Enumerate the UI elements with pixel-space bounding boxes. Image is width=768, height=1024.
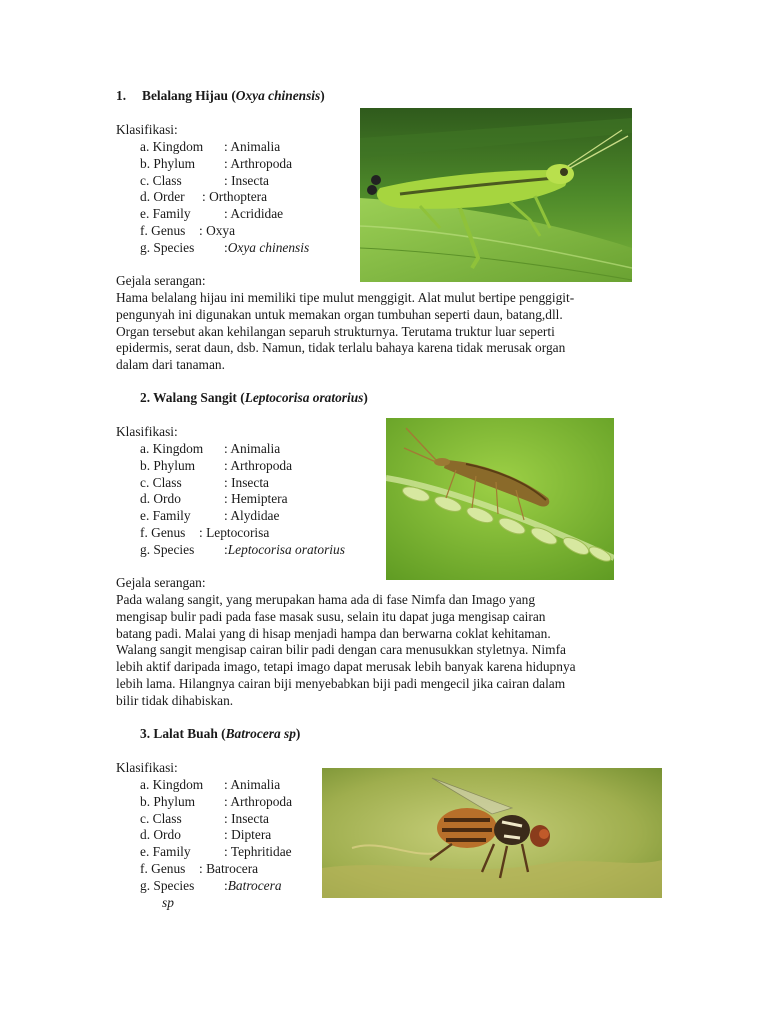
section-3-latin: Batrocera sp bbox=[225, 726, 296, 741]
classification-row: f. Genus : Oxya bbox=[140, 222, 236, 238]
section-2-klasifikasi-label: Klasifikasi: bbox=[116, 424, 178, 439]
section-1-gejala-label: Gejala serangan: bbox=[116, 273, 206, 288]
classification-row: e. Family : Tephritidae bbox=[140, 844, 292, 860]
section-2-gejala-label: Gejala serangan: bbox=[116, 575, 206, 590]
classification-row: d. Ordo : Diptera bbox=[140, 827, 272, 843]
classification-row: b. Phylum : Arthropoda bbox=[140, 155, 293, 171]
rice-bug-photo bbox=[386, 418, 614, 580]
section-2-latin: Leptocorisa oratorius bbox=[244, 390, 364, 405]
section-3-klasifikasi-label: Klasifikasi: bbox=[116, 760, 178, 775]
classification-row: c. Class : Insecta bbox=[140, 474, 269, 490]
section-3-name: Lalat Buah bbox=[153, 726, 218, 741]
classification-row: b. Phylum : Arthropoda bbox=[140, 793, 293, 809]
classification-row: b. Phylum : Arthropoda bbox=[140, 457, 293, 473]
grasshopper-photo bbox=[360, 108, 632, 282]
classification-row: d. Order : Orthoptera bbox=[140, 189, 268, 205]
section-3-heading: 3. Lalat Buah (Batrocera sp) bbox=[140, 726, 301, 741]
section-2-paragraph: Pada walang sangit, yang merupakan hama ada di fase Nimfa dan Imago yang mengisap bulir padi pada fase masak susu, selain itu dapat juga mengisap cairan batang padi. Malai yang di hisap menjadi hampa dan berwarna coklat kehitaman. Walang sangit mengisap cairan bilir padi dengan cara menusukkan styletnya. Nimfa lebih aktif daripada imago, tetapi imago dapat merusak lebih banyak karena hidupnya lebih lama. Hilangnya cairan biji menyebabkan biji padi mengecil jika cairan dalam bilir tidak dihabiskan. bbox=[116, 592, 576, 708]
classification-row: f. Genus : Batrocera bbox=[140, 860, 259, 876]
fruit-fly-photo bbox=[322, 768, 662, 898]
section-1-name: Belalang Hijau bbox=[142, 88, 228, 103]
section-2-number: 2. bbox=[140, 390, 151, 405]
classification-row: a. Kingdom : Animalia bbox=[140, 139, 281, 154]
section-2-name: Walang Sangit bbox=[153, 390, 237, 405]
classification-row: a. Kingdom : Animalia bbox=[140, 441, 281, 456]
classification-row: c. Class : Insecta bbox=[140, 172, 269, 188]
section-3-classification-list bbox=[140, 777, 292, 911]
classification-row: f. Genus : Leptocorisa bbox=[140, 524, 270, 540]
section-1-klasifikasi-label: Klasifikasi: bbox=[116, 122, 178, 137]
section-1-heading: 1. Belalang Hijau (Oxya chinensis) bbox=[116, 88, 325, 103]
classification-row: e. Family : Alydidae bbox=[140, 508, 280, 524]
section-3-number: 3. bbox=[140, 726, 151, 741]
classification-row: g. Species : Oxya chinensis bbox=[140, 239, 310, 255]
classification-row: g. Species : Batrocera bbox=[140, 877, 282, 893]
section-2-classification-list bbox=[140, 441, 345, 559]
classification-row: g. Species : Leptocorisa oratorius bbox=[140, 541, 345, 557]
section-1-classification-list bbox=[140, 139, 309, 257]
classification-row-wrap: sp bbox=[162, 894, 174, 910]
section-2-heading: 2. Walang Sangit (Leptocorisa oratorius) bbox=[140, 390, 368, 405]
classification-row: a. Kingdom : Animalia bbox=[140, 777, 281, 792]
section-1-number: 1. bbox=[116, 88, 127, 103]
section-1-paragraph: Hama belalang hijau ini memiliki tipe mulut menggigit. Alat mulut bertipe penggigit- pengunyah ini digunakan untuk memakan organ tumbuhan seperti daun, batang,dll. Organ tersebut akan kehilangan separuh strukturnya. Terutama truktur luar seperti epidermis, serat daun, dsb. Namun, tidak terlalu bahaya karena tidak merusak organ dalam dari tanaman. bbox=[116, 290, 575, 373]
classification-row: d. Ordo : Hemiptera bbox=[140, 491, 288, 507]
classification-row: e. Family : Acrididae bbox=[140, 206, 284, 222]
section-1-latin: Oxya chinensis bbox=[235, 88, 321, 103]
classification-row: c. Class : Insecta bbox=[140, 810, 269, 826]
